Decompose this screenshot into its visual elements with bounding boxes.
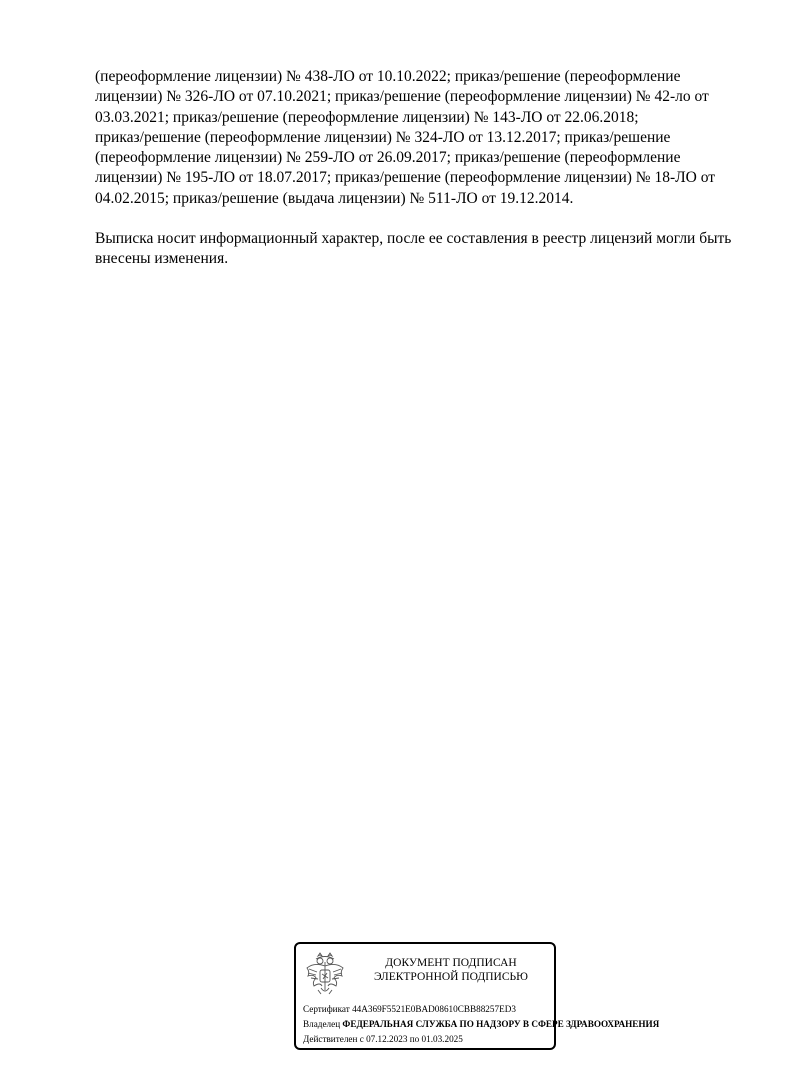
certificate-line <box>303 1004 516 1015</box>
text-line: 04.02.2015; приказ/решение (выдача лицензии) № 511-ЛО от 19.12.2014. <box>95 189 574 207</box>
owner-value: ФЕДЕРАЛЬНАЯ СЛУЖБА ПО НАДЗОРУ В СФЕРЕ ЗДРАВООХРАНЕНИЯ <box>342 1019 660 1029</box>
text-line: 03.03.2021; приказ/решение (переоформление лицензии) № 143-ЛО от 22.06.2018; <box>95 108 639 126</box>
paragraph-spacer <box>95 209 755 229</box>
document-body <box>95 67 755 270</box>
text-line: (переоформление лицензии) № 438-ЛО от 10.10.2022; приказ/решение (переоформление <box>95 68 681 85</box>
electronic-signature-stamp <box>294 942 660 1050</box>
stamp-title-line: ЭЛЕКТРОННОЙ ПОДПИСЬЮ <box>374 971 528 983</box>
text-line: приказ/решение (переоформление лицензии) № 324-ЛО от 13.12.2017; приказ/решение <box>95 128 671 146</box>
text-line: лицензии) № 326-ЛО от 07.10.2021; приказ/решение (переоформление лицензии) № 42-ло от <box>95 88 709 106</box>
validity-line: Действителен с 07.12.2023 по 01.03.2025 <box>303 1034 463 1044</box>
owner-line <box>303 1019 659 1030</box>
stamp-title-line: ДОКУМЕНТ ПОДПИСАН <box>385 957 517 969</box>
license-history-paragraph <box>95 67 755 209</box>
certificate-value: 44A369F5521E0BAD08610CBB88257ED3 <box>352 1004 516 1014</box>
text-line: внесены изменения. <box>95 250 229 268</box>
owner-label: Владелец <box>303 1019 341 1029</box>
text-line: (переоформление лицензии) № 259-ЛО от 26.09.2017; приказ/решение (переоформление <box>95 149 681 167</box>
certificate-label: Сертификат <box>303 1004 350 1014</box>
disclaimer-paragraph <box>95 229 755 270</box>
text-line: лицензии) № 195-ЛО от 18.07.2017; приказ/решение (переоформление лицензии) № 18-ЛО от <box>95 169 716 187</box>
stamp-title <box>352 956 550 984</box>
coat-of-arms-icon <box>304 950 346 998</box>
text-line: Выписка носит информационный характер, после ее составления в реестр лицензий могли быть <box>95 230 732 248</box>
